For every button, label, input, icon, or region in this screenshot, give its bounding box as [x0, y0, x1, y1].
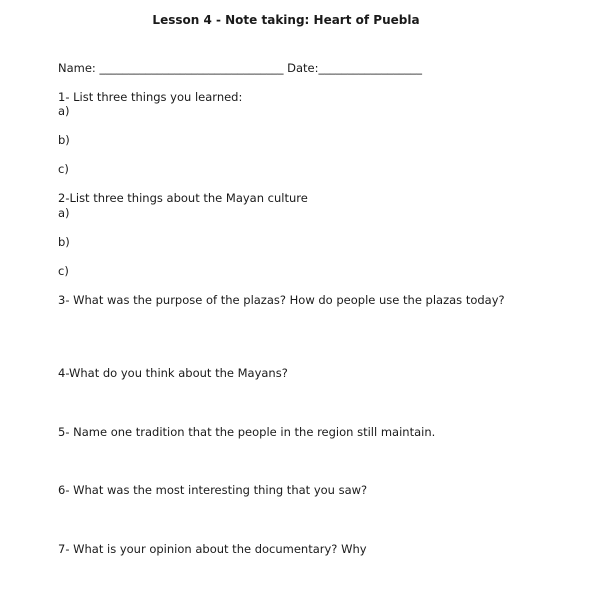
- name-blank: ________________________________: [99, 61, 284, 75]
- question-1: 1- List three things you learned:: [58, 90, 243, 104]
- name-label: Name:: [58, 61, 96, 75]
- question-5: 5- Name one tradition that the people in the region still maintain.: [58, 425, 436, 439]
- name-date-row: [58, 61, 422, 75]
- question-1-answer-a: a): [58, 104, 70, 118]
- worksheet-title: Lesson 4 - Note taking: Heart of Puebla: [152, 13, 420, 27]
- question-6: 6- What was the most interesting thing that you saw?: [58, 483, 368, 497]
- question-1-answer-c: c): [58, 162, 69, 176]
- question-4: 4-What do you think about the Mayans?: [58, 366, 288, 380]
- question-2-answer-c: c): [58, 264, 69, 278]
- question-2-answer-b: b): [58, 235, 70, 249]
- question-1-answer-b: b): [58, 133, 70, 147]
- question-2-answer-a: a): [58, 206, 70, 220]
- question-7: 7- What is your opinion about the documentary? Why: [58, 542, 367, 556]
- date-blank: __________________: [318, 61, 422, 75]
- question-3: 3- What was the purpose of the plazas? How do people use the plazas today?: [58, 293, 505, 307]
- date-label: Date:: [287, 61, 319, 75]
- question-2: 2-List three things about the Mayan culture: [58, 191, 308, 205]
